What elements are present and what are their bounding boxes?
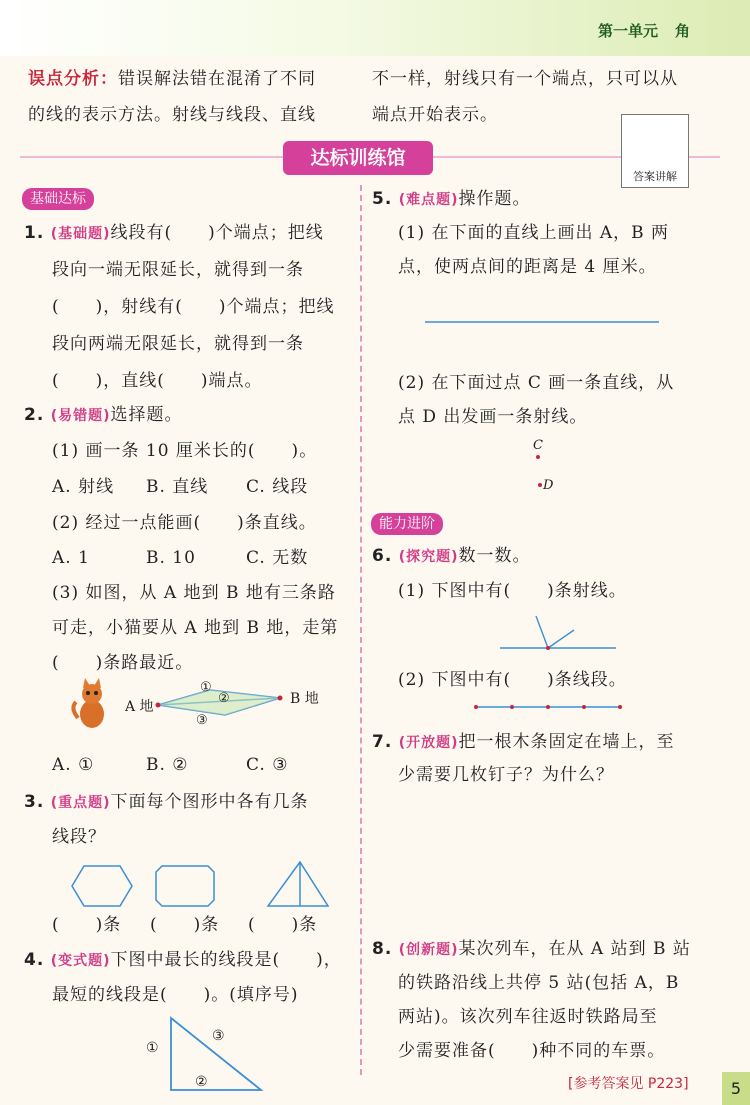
- q6-s2: (2) 下图中有( )条线段。: [398, 670, 627, 690]
- fig-route-2: ②: [218, 691, 230, 706]
- q2-s2-opt-b: B. 10: [146, 548, 196, 568]
- q2-s1-opt-a: A. 射线: [52, 477, 115, 497]
- cat-icon: [73, 678, 104, 728]
- q2-s2-opt-c: C. 无数: [246, 548, 309, 568]
- q5-line-1: 5. (难点题)操作题。: [372, 189, 531, 209]
- q1-line-2: 段向一端无限延长，就得到一条: [52, 260, 304, 280]
- q1-tag: (基础题): [50, 226, 111, 242]
- q3-line-2: 线段？: [52, 827, 106, 847]
- q4-line-2: 最短的线段是( )。(填序号): [52, 985, 299, 1005]
- q1-line-1: 1. (基础题)线段有( )个端点；把线: [24, 223, 324, 243]
- q8-line-4: 少需要准备( )种不同的车票。: [398, 1041, 666, 1061]
- q4-mark-3: ③: [212, 1028, 225, 1044]
- q6-s1: (1) 下图中有( )条射线。: [398, 581, 627, 601]
- q4-line-1: 4. (变式题)下图中最长的线段是( )，: [24, 950, 342, 970]
- q5-s1-line-2: 点，使两点间的距离是 4 厘米。: [398, 257, 657, 277]
- q3-line-1: 3. (重点题)下面每个图形中各有几条: [24, 792, 309, 812]
- q4-tag: (变式题): [50, 953, 111, 969]
- analysis-line-2: 的线的表示方法。射线与线段、直线: [28, 105, 316, 125]
- q8-tag: (创新题): [398, 942, 459, 958]
- fig-route-1: ①: [200, 680, 212, 695]
- shapes-figure: [60, 862, 330, 910]
- fig-label-a: A 地: [125, 699, 154, 715]
- page-number: 5: [722, 1072, 750, 1105]
- q2-s3-opt-c: C. ③: [246, 755, 289, 775]
- analysis-line-1: 误点分析：错误解法错在混淆了不同: [28, 69, 316, 89]
- triangle-shape: [268, 862, 328, 906]
- q2-s1-opt-c: C. 线段: [246, 477, 309, 497]
- q2-s3-line-3: ( )条路最近。: [52, 653, 194, 673]
- q7-line-1: 7. (开放题)把一根木条固定在墙上，至: [372, 732, 675, 752]
- q5-s2-line-2: 点 D 出发画一条射线。: [398, 407, 588, 427]
- section-banner: 达标训练馆: [283, 141, 433, 175]
- q7-tag: (开放题): [398, 735, 459, 751]
- q1-line-4: 段向两端无限延长，就得到一条: [52, 334, 304, 354]
- rays-figure: [500, 614, 620, 654]
- q2-s3-opt-a: A. ①: [52, 755, 95, 775]
- unit-label: 第一单元: [598, 22, 659, 40]
- q3-blank-1: ( )条: [52, 915, 122, 935]
- qr-label: 答案讲解: [633, 170, 677, 183]
- point-d-label: D: [543, 478, 554, 493]
- q4-mark-2: ②: [195, 1074, 208, 1090]
- q8-line-1: 8. (创新题)某次列车，在从 A 站到 B 站: [372, 939, 691, 959]
- q3-tag: (重点题): [50, 795, 111, 811]
- q5-s2-line-1: (2) 在下面过点 C 画一条直线，从: [398, 373, 675, 393]
- q2-s3-line-2: 可走，小猫要从 A 地到 B 地，走第: [52, 618, 339, 638]
- q8-line-3: 两站)。该次列车往返时铁路局至: [398, 1007, 658, 1027]
- analysis-line-3: 不一样，射线只有一个端点，只可以从: [372, 69, 678, 89]
- section-basic: 基础达标: [22, 188, 94, 210]
- q3-blank-3: ( )条: [248, 915, 318, 935]
- q2-s1: (1) 画一条 10 厘米长的( )。: [52, 441, 318, 461]
- q8-line-2: 的铁路沿线上共停 5 站(包括 A，B: [398, 973, 680, 993]
- q5-tag: (难点题): [398, 192, 459, 208]
- q6-tag: (探究题): [398, 549, 459, 565]
- topic-label: 角: [675, 22, 691, 40]
- q1-line-5: ( )，直线( )端点。: [52, 371, 263, 391]
- q1-line-3: ( )，射线有( )个端点；把线: [52, 297, 335, 317]
- octagon-shape: [156, 866, 214, 906]
- q2-s2: (2) 经过一点能画( )条直线。: [52, 513, 317, 533]
- q2-line-1: 2. (易错题)选择题。: [24, 405, 183, 425]
- q3-blank-2: ( )条: [150, 915, 220, 935]
- segments-figure: [474, 702, 624, 712]
- analysis-line-4: 端点开始表示。: [372, 105, 498, 125]
- q5-s1-line-1: (1) 在下面的直线上画出 A，B 两: [398, 223, 670, 243]
- q2-tag: (易错题): [50, 408, 111, 424]
- analysis-label: 误点分析：: [28, 69, 118, 89]
- drawing-line: [425, 320, 661, 324]
- q2-s3-line-1: (3) 如图，从 A 地到 B 地有三条路: [52, 583, 336, 603]
- point-c-label: C: [533, 438, 543, 453]
- hexagon-shape: [72, 866, 132, 906]
- fig-label-b: B 地: [290, 691, 319, 707]
- q7-line-2: 少需要几枚钉子？为什么？: [398, 765, 614, 785]
- fig-route-3: ③: [196, 713, 208, 728]
- column-divider: [360, 185, 362, 1075]
- q4-mark-1: ①: [146, 1040, 159, 1056]
- answer-reference: [参考答案见 P223]: [568, 1076, 689, 1092]
- q2-s3-opt-b: B. ②: [146, 755, 189, 775]
- q2-s1-opt-b: B. 直线: [146, 477, 209, 497]
- q6-line-1: 6. (探究题)数一数。: [372, 546, 531, 566]
- section-advanced: 能力进阶: [371, 513, 443, 535]
- q2-s2-opt-a: A. 1: [52, 548, 90, 568]
